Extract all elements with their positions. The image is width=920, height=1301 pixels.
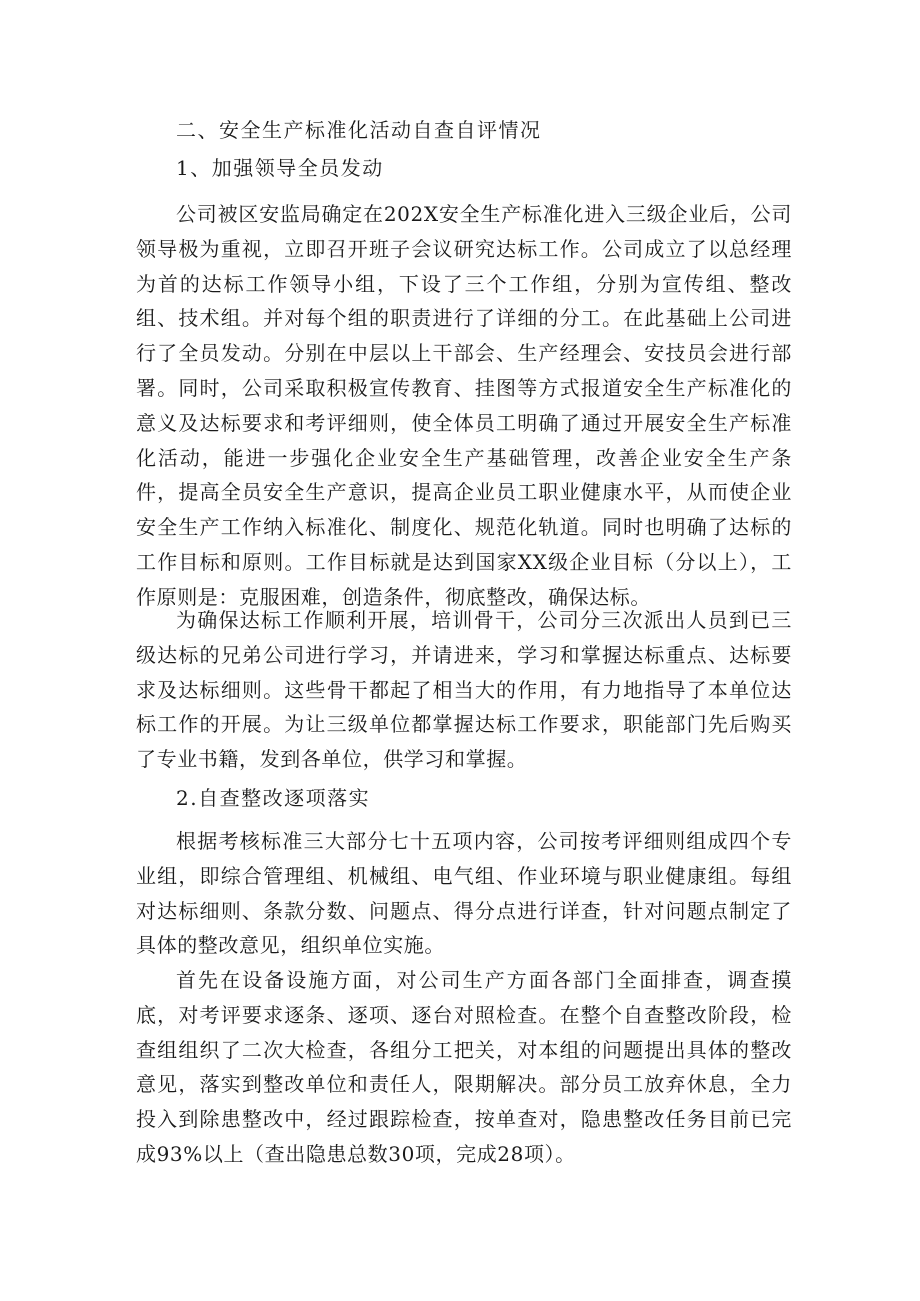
paragraph-1: 公司被区安监局确定在202X安全生产标准化进入三级企业后，公司领导极为重视，立即召开班子会议研究达标工作。公司成立了以总经理为首的达标工作领导小组，下设了三个工作组，分别为宣传组、整改组、技术组。并对每个组的职责进行了详细的分工。在此基础上公司进行了全员发动。分别在中层以上干部会、生产经理会、安技员会进行部署。同时，公司采取积极宣传教育、挂图等方式报道安全生产标准化的意义及达标要求和考评细则，使全体员工明确了通过开展安全生产标准化活动，能进一步强化企业安全生产基础管理，改善企业安全生产条件，提高全员安全生产意识，提高企业员工职业健康水平，从而使企业安全生产工作纳入标准化、制度化、规范化轨道。同时也明确了达标的工作目标和原则。工作目标就是达到国家XX级企业目标（分以上），工作原则是：克服困难，创造条件，彻底整改，确保达标。 (136, 202, 792, 609)
paragraph-4: 首先在设备设施方面，对公司生产方面各部门全面排查，调查摸底，对考评要求逐条、逐项、逐台对照检查。在整个自查整改阶段，检查组组织了二次大检查，各组分工把关，对本组的问题提出具体的整改意见，落实到整改单位和责任人，限期解决。部分员工放弃休息，全力投入到除患整改中，经过跟踪检查，按单查对，隐患整改任务目前已完成93%以上（查出隐患总数30项，完成28项）。 (136, 968, 792, 1166)
paragraph-2: 为确保达标工作顺利开展，培训骨干，公司分三次派出人员到已三级达标的兄弟公司进行学习，并请进来，学习和掌握达标重点、达标要求及达标细则。这些骨干都起了相当大的作用，有力地指导了本单位达标工作的开展。为让三级单位都掌握达标工作要求，职能部门先后购买了专业书籍，发到各单位，供学习和掌握。 (136, 608, 792, 772)
subsection-title-1: 1、加强领导全员发动 (176, 156, 384, 180)
subsection-title-2: 2.自查整改逐项落实 (176, 786, 371, 810)
paragraph-3: 根据考核标准三大部分七十五项内容，公司按考评细则组成四个专业组，即综合管理组、机械组、电气组、作业环境与职业健康组。每组对达标细则、条款分数、问题点、得分点进行详查，针对问题点制定了具体的整改意见，组织单位实施。 (136, 829, 792, 958)
section-title: 二、安全生产标准化活动自查自评情况 (176, 118, 542, 142)
